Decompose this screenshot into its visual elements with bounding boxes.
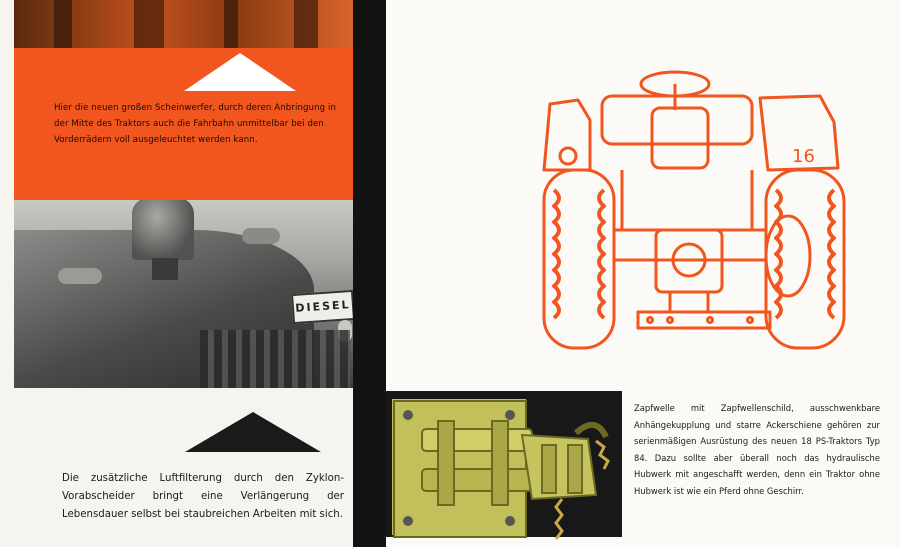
pto-hitch-caption: Zapfwelle mit Zapfwellenschild, ausschwenkbare Anhängekupplung und starre Ackerschiene gehören zur serienmäßigen Ausrüstung des neuen 18 PS-Traktors Typ 84. Dazu sollte aber überall noch das hydraulische Hubwerk mit angeschafft werden, denn ein Traktor ohne Hubwerk ist wie ein Pferd ohne Geschirr.	[634, 403, 880, 496]
svg-text:16: 16	[792, 146, 815, 167]
air-filter-photo	[14, 200, 353, 388]
page-spine	[353, 0, 386, 547]
engine-block	[200, 330, 350, 388]
white-triangle-marker-icon	[184, 53, 296, 91]
trailer-hitch-icon	[392, 399, 620, 541]
black-triangle-marker-icon	[185, 412, 321, 452]
filler-cap	[242, 228, 280, 244]
diesel-badge: DIESEL	[291, 290, 353, 324]
tractor-line-drawing-icon	[520, 60, 860, 360]
cyclone-prefilter	[132, 200, 194, 260]
top-engine-photo	[14, 0, 353, 48]
headlight-caption: Hier die neuen großen Scheinwerfer, durch deren Anbringung in der Mitte des Traktors auch die Fahrbahn unmittelbar bei den Vorderrädern voll ausgeleuchtet werden kann.	[54, 103, 337, 145]
air-filter-caption: Die zusätzliche Luftfilterung durch den Zyklon-Vorabscheider bringt eine Verlängerung der Lebensdauer selbst bei staubreichen Arbeiten mit sich.	[62, 473, 344, 520]
radiator-cap	[58, 268, 102, 284]
